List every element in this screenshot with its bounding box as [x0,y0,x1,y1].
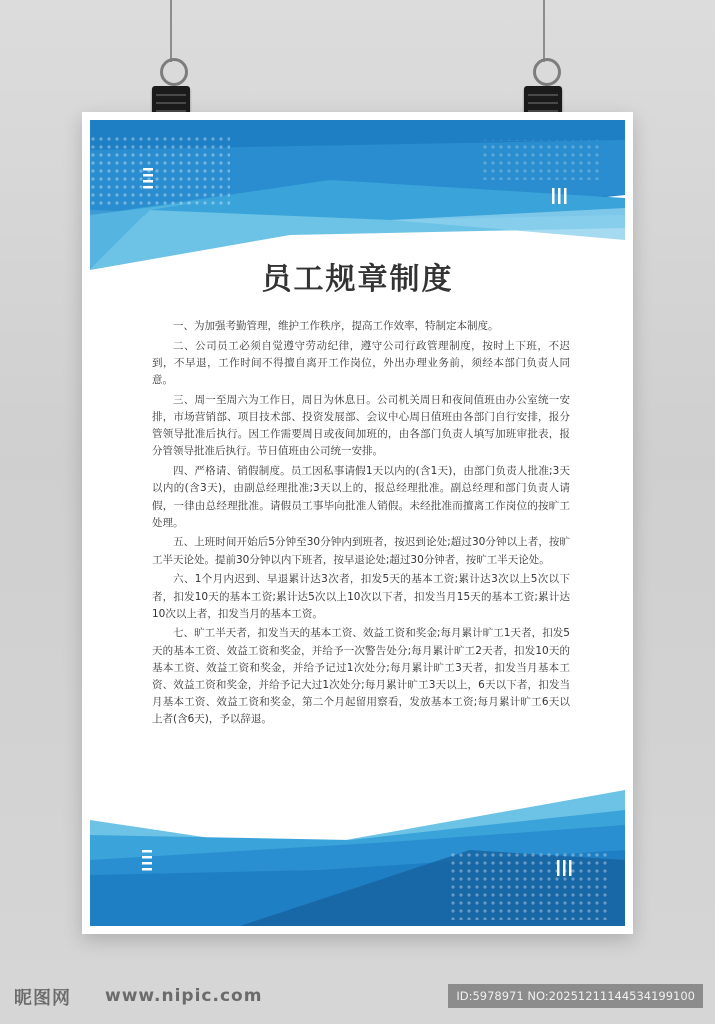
paragraph-1: 一、为加强考勤管理，维护工作秩序，提高工作效率，特制定本制度。 [173,320,499,332]
page-title: 员工规章制度 [261,262,454,297]
top-decoration [90,120,625,270]
clip-ring-left [160,58,188,86]
paragraph-4: 四、严格请、销假制度。员工因私事请假1天以内的(含1天)，由部门负责人批准;3天以内的(含3天)，由副总经理批准;3天以上的，报总经理批准。副总经理和部门负责人请假，一律由总经理批准。请假员工事毕向批准人销假。未经批准而擅离工作岗位的按旷工处理。 [152,465,570,529]
paragraph-5: 五、上班时间开始后5分钟至30分钟内到班者，按迟到论处;超过30分钟以上者，按旷工半天论处。提前30分钟以内下班者，按早退论处;超过30分钟者，按旷工半天论处。 [152,536,570,566]
hanging-wire-left [170,0,172,62]
regulations-body [152,318,570,731]
paragraph-3: 三、周一至周六为工作日，周日为休息日。公司机关周日和夜间值班由办公室统一安排，市场营销部、项目技术部、投资发展部、会议中心周日值班由各部门自行安排，报分管领导批准后执行。因工作需要周日或夜间加班的，由各部门负责人填写加班审批表，报分管领导批准后执行。节日值班由公司统一安排。 [152,393,570,458]
paragraph-7: 七、旷工半天者，扣发当天的基本工资、效益工资和奖金;每月累计旷工1天者，扣发5天的基本工资、效益工资和奖金，并给予一次警告处分;每月累计旷工2天者，扣发10天的基本工资、效益工资和奖金，并给予记过1次处分;每月累计旷工3天者，扣发当月基本工资、效益工资和奖金，并给予记大过1次处分;每月累计旷工3天以上，6天以下者，扣发当月基本工资、效益工资和奖金，第二个月起留用察看，发放基本工资;每月累计旷工6天以上者(含6天)，予以辞退。 [152,627,570,726]
bottom-decoration [90,780,625,926]
watermark-url: www.nipic.com [105,986,263,1006]
poster [82,112,633,934]
hanging-wire-right [543,0,545,62]
watermark-logo: 昵图网 [14,988,71,1009]
paragraph-6: 六、1个月内迟到、早退累计达3次者，扣发5天的基本工资;累计达3次以上5次以下者，扣发10天的基本工资;累计达5次以上10次以下者，扣发当月15天的基本工资;累计达10次以上者，扣发当月的基本工资。 [152,573,570,620]
clip-ring-right [533,58,561,86]
paragraph-2: 二、公司员工必须自觉遵守劳动纪律，遵守公司行政管理制度，按时上下班，不迟到，不早退，工作时间不得擅自离开工作岗位，外出办理业务前，须经本部门负责人同意。 [152,339,570,387]
watermark-id-badge: ID:5978971 NO:20251211144534199100 [448,984,703,1008]
